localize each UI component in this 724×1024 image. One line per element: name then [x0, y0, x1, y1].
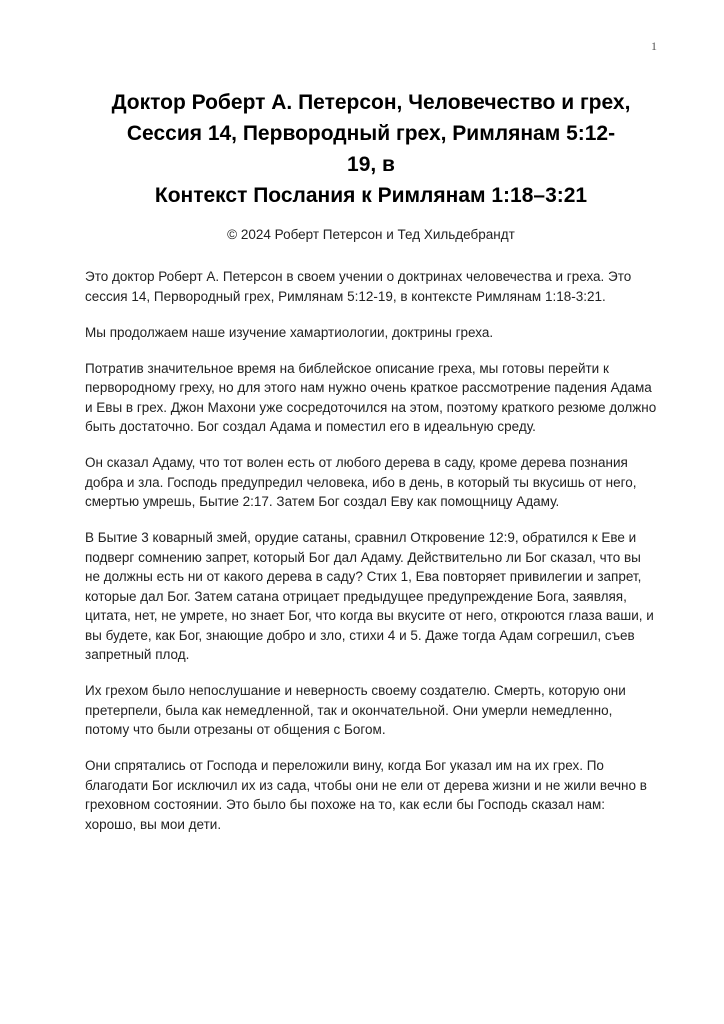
paragraph: Они спрятались от Господа и переложили вину, когда Бог указал им на их грех. По благодати Бог исключил их из сада, чтобы они не ели от дерева жизни и не жили вечно в греховном состоянии. Это было бы похоже на то, как если бы Господь сказал нам: хорошо, вы мои дети. [85, 758, 647, 832]
title-line: 19, в [347, 153, 395, 176]
paragraph: Он сказал Адаму, что тот волен есть от любого дерева в саду, кроме дерева познания добра и зла. Господь предупредил человека, ибо в день, в который ты вкусишь от него, смертью умрешь, Бытие 2:17. Затем Бог создал Еву как помощницу Адаму. [85, 455, 637, 510]
paragraph: Их грехом было непослушание и неверность своему создателю. Смерть, которую они претерпели, была как немедленной, так и окончательной. Они умерли немедленно, потому что были отрезаны от общения с Богом. [85, 683, 626, 738]
title-line: Доктор Роберт А. Петерсон, Человечество и грех, [111, 91, 631, 114]
title-line: Сессия 14, Первородный грех, Римлянам 5:12- [126, 122, 616, 145]
title-line: Контекст Послания к Римлянам 1:18–3:21 [154, 184, 588, 207]
document-title [85, 87, 657, 211]
paragraph: Мы продолжаем наше изучение хамартиологии, доктрины греха. [85, 324, 494, 340]
document-body [85, 267, 657, 834]
page-number: 1 [651, 39, 657, 53]
copyright-line: © 2024 Роберт Петерсон и Тед Хильдебрандт [227, 227, 515, 243]
paragraph: Это доктор Роберт А. Петерсон в своем учении о доктринах человечества и греха. Это сессия 14, Первородный грех, Римлянам 5:12-19, в контексте Римлянам 1:18-3:21. [85, 269, 632, 304]
paragraph: Потратив значительное время на библейское описание греха, мы готовы перейти к первородному греху, но для этого нам нужно очень краткое рассмотрение падения Адама и Евы в грех. Джон Махони уже сосредоточился на этом, поэтому краткого резюме должно быть достаточно. Бог создал Адама и поместил его в идеальную среду. [85, 360, 657, 435]
paragraph: В Бытие 3 коварный змей, орудие сатаны, сравнил Откровение 12:9, обратился к Еве и подверг сомнению запрет, который Бог дал Адаму. Действительно ли Бог сказал, что вы не должны есть ни от какого дерева в саду? Стих 1, Ева повторяет привилегии и запрет, которые дал Бог. Затем сатана отрицает предыдущее предупреждение Бога, заявляя, цитата, нет, не умрете, но знает Бог, что когда вы вкусите от него, откроются глаза ваши, и вы будете, как Бог, знающие добро и зло, стихи 4 и 5. Даже тогда Адам согрешил, съев запретный плод. [85, 530, 654, 663]
